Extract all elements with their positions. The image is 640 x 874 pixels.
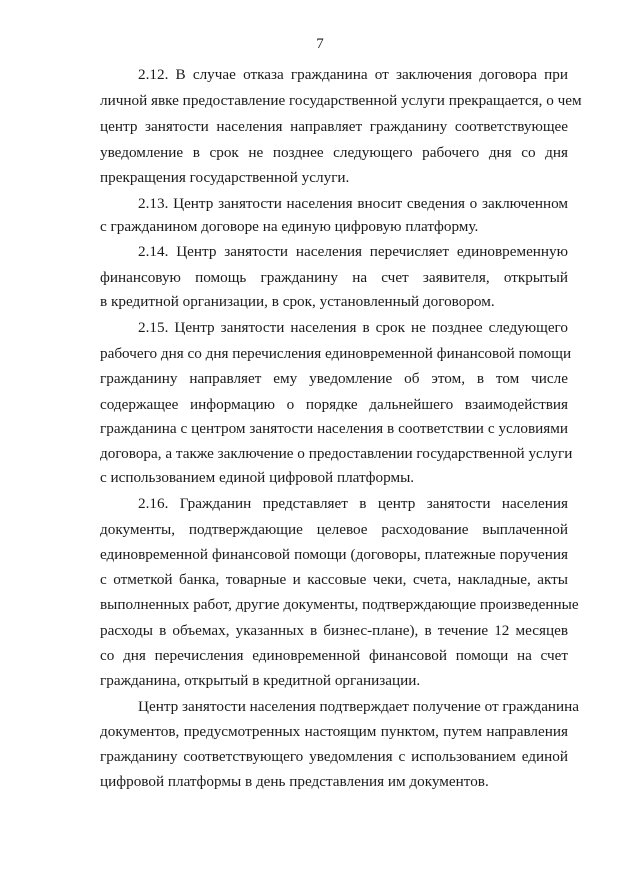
page-number: 7 — [316, 36, 324, 52]
text-line: договора, а также заключение о предоставлении государственной услуги — [100, 445, 573, 462]
text-line: с использованием единой цифровой платформы. — [100, 469, 415, 486]
text-line: 2.13. Центр занятости населения вносит сведения о заключенном — [138, 195, 568, 212]
text-line: единовременной финансовой помощи (договоры, платежные поручения — [100, 546, 568, 563]
text-line: документов, предусмотренных настоящим пунктом, путем направления — [100, 723, 568, 740]
text-line: с отметкой банка, товарные и кассовые чеки, счета, накладные, акты — [100, 571, 568, 588]
text-line: 2.14. Центр занятости населения перечисляет единовременную — [138, 243, 568, 260]
text-line: цифровой платформы в день представления им документов. — [100, 773, 489, 790]
text-line: Центр занятости населения подтверждает получение от гражданина — [138, 698, 580, 715]
text-line: документы, подтверждающие целевое расходование выплаченной — [100, 521, 568, 538]
text-line: выполненных работ, другие документы, подтверждающие произведенные — [100, 596, 579, 613]
text-line: рабочего дня со дня перечисления единовременной финансовой помощи — [100, 345, 572, 362]
text-line: личной явке предоставление государственной услуги прекращается, о чем — [100, 92, 582, 109]
text-line: гражданина, открытый в кредитной организации. — [100, 672, 421, 689]
text-line: 2.16. Гражданин представляет в центр занятости населения — [138, 495, 568, 512]
text-line: в кредитной организации, в срок, установленный договором. — [100, 293, 495, 310]
text-line: гражданину соответствующего уведомления с использованием единой — [100, 748, 568, 765]
text-line: содержащее информацию о порядке дальнейшего взаимодействия — [100, 396, 568, 413]
text-line: уведомление в срок не позднее следующего рабочего дня со дня — [100, 144, 568, 161]
text-line: 2.12. В случае отказа гражданина от заключения договора при — [138, 66, 568, 83]
text-line: прекращения государственной услуги. — [100, 169, 350, 186]
text-line: финансовую помощь гражданину на счет заявителя, открытый — [100, 269, 568, 286]
text-line: гражданина с центром занятости населения в соответствии с условиями — [100, 420, 568, 437]
text-line: гражданину направляет ему уведомление об этом, в том числе — [100, 370, 568, 387]
text-line: с гражданином договоре на единую цифровую платформу. — [100, 218, 479, 235]
text-line: расходы в объемах, указанных в бизнес-плане), в течение 12 месяцев — [100, 622, 568, 639]
text-line: центр занятости населения направляет гражданину соответствующее — [100, 118, 568, 135]
text-line: со дня перечисления единовременной финансовой помощи на счет — [100, 647, 568, 664]
text-line: 2.15. Центр занятости населения в срок не позднее следующего — [138, 319, 568, 336]
